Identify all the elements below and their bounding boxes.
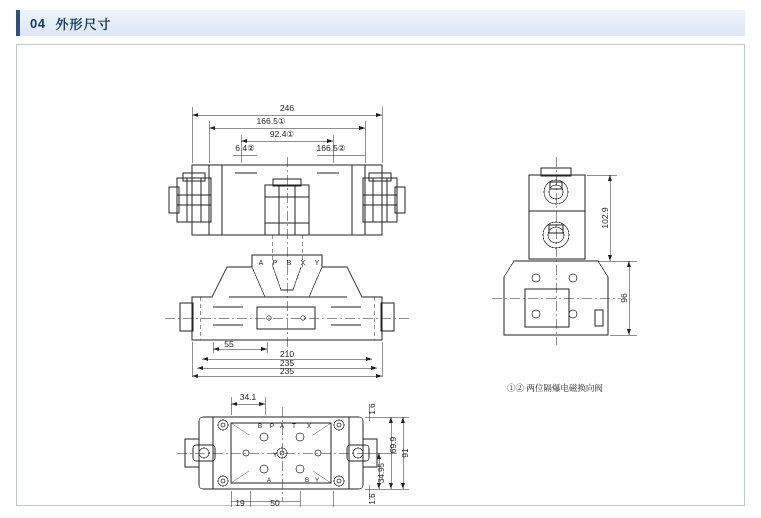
dim-front-6-4: 6.4② xyxy=(235,143,255,153)
top-port-y1: Y xyxy=(272,452,278,459)
top-port-t: T xyxy=(292,423,296,430)
dim-top-19: 19 xyxy=(235,498,245,507)
port-label-p: P xyxy=(272,260,278,267)
dim-front-246: 246 xyxy=(279,103,295,113)
top-port-y2: Y xyxy=(314,477,320,484)
section-header xyxy=(16,10,745,36)
dim-top-91: 91 xyxy=(400,448,410,458)
front-view-geometry xyxy=(165,157,409,351)
top-port-a2: A xyxy=(266,477,272,484)
section-number: 04 xyxy=(30,15,46,31)
top-view-geometry xyxy=(177,407,387,501)
dim-top-69-9: 69.9 xyxy=(388,436,398,454)
top-port-b1: B xyxy=(257,423,263,430)
top-port-x: X xyxy=(306,423,312,430)
technical-drawing xyxy=(17,45,746,507)
dim-front-92-4: 92.4① xyxy=(269,129,295,139)
dim-top-34-1: 34.1 xyxy=(239,392,257,402)
dim-front-235-b: 235 xyxy=(279,366,295,376)
dim-front-55: 55 xyxy=(224,339,234,349)
dim-side-96: 96 xyxy=(619,293,629,303)
port-label-y: Y xyxy=(314,260,320,267)
dim-side-102-9: 102.9 xyxy=(600,207,610,229)
dim-front-166-5-b: 166.5② xyxy=(316,143,346,153)
dim-top-34-95: 34.95 xyxy=(377,462,386,484)
dim-top-1-6-a: 1.6 xyxy=(368,403,377,415)
top-port-a1: A xyxy=(279,423,285,430)
legend-note: ①② 两位隔爆电磁换向阀 xyxy=(507,383,603,393)
dim-top-50: 50 xyxy=(270,498,280,507)
dim-front-210: 210 xyxy=(279,349,295,359)
drawing-frame xyxy=(16,44,745,506)
top-port-p: P xyxy=(269,423,275,430)
dim-front-166-5-a: 166.5① xyxy=(256,116,286,126)
page-title: 外形尺寸 xyxy=(55,16,112,32)
side-view-geometry xyxy=(492,157,621,345)
side-view-dimensions xyxy=(587,175,637,335)
port-label-a: A xyxy=(258,260,264,267)
dim-top-1-6-b: 1.6 xyxy=(368,493,377,505)
dim-front-235-a: 235 xyxy=(279,358,295,368)
port-label-x: X xyxy=(300,260,306,267)
drawing-canvas xyxy=(17,45,746,507)
top-port-b2: B xyxy=(304,477,310,484)
port-label-b: B xyxy=(286,260,292,267)
top-view-dimensions xyxy=(231,397,409,507)
